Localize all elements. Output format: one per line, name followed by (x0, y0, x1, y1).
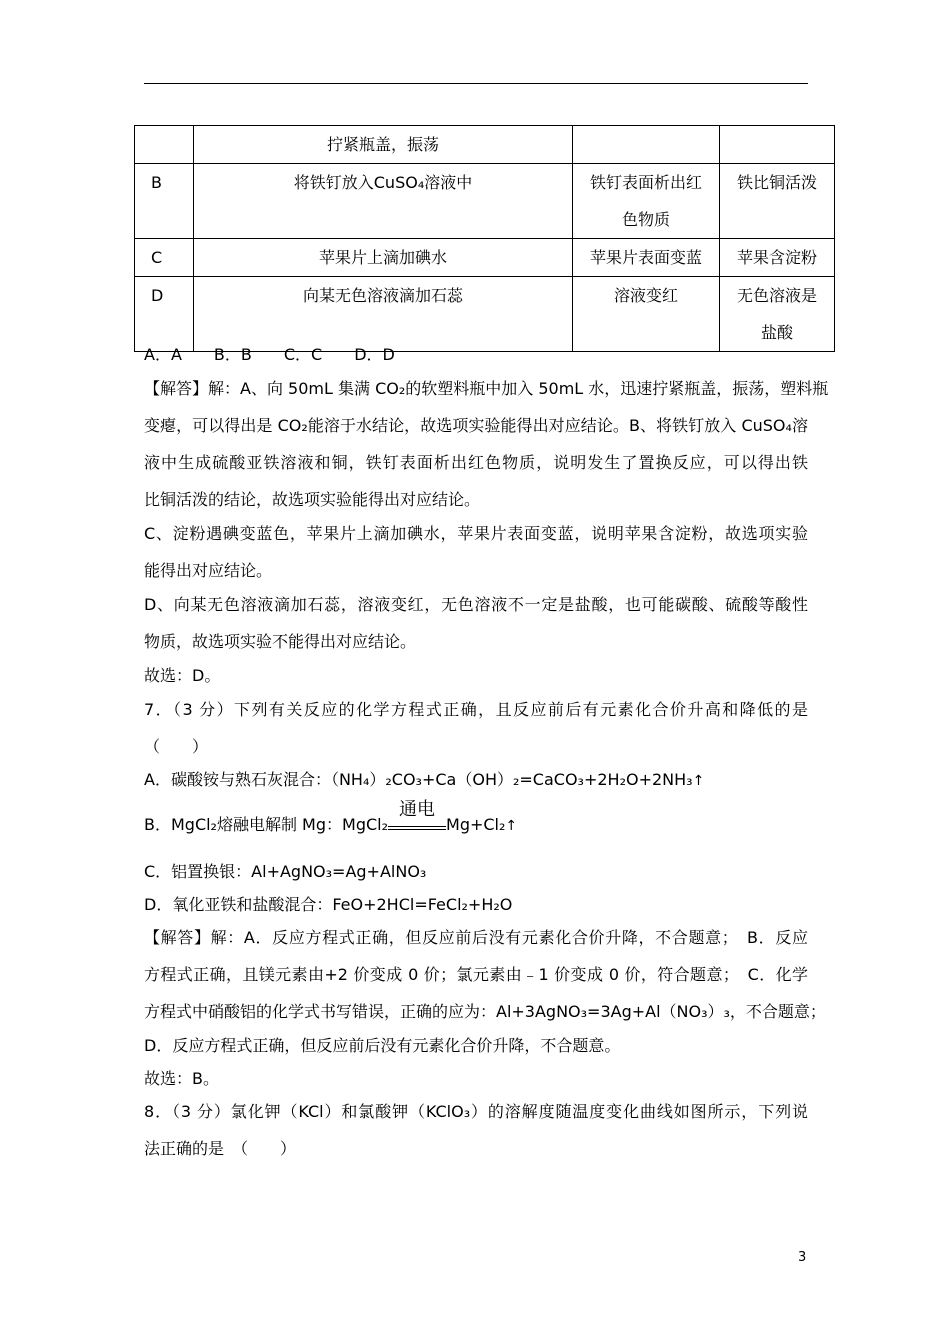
q6-answer-line: C、淀粉遇碘变蓝色，苹果片上滴加碘水，苹果片表面变蓝，说明苹果含淀粉，故选项实验 (144, 524, 808, 543)
q6-answer-line: 变瘪，可以得出是 CO₂能溶于水结论，故选项实验能得出对应结论。B、将铁钉放入 CuSO₄溶 (144, 416, 808, 435)
q7-option-c: C．铝置换银：Al+AgNO₃=Ag+AlNO₃ (144, 862, 427, 881)
q7-option-b-suffix: Mg+Cl₂ (446, 815, 506, 834)
row-label: C (135, 239, 194, 277)
conclusion-line: 盐酸 (760, 323, 793, 342)
operation-cell: 拧紧瓶盖，振荡 (194, 126, 573, 164)
electrolysis-condition (388, 799, 446, 830)
operation-cell: 苹果片上滴加碘水 (194, 239, 573, 277)
experiment-table (134, 125, 835, 352)
q7-option-b (144, 799, 518, 836)
header-rule (144, 83, 808, 84)
row-label (135, 126, 194, 164)
q7-option-b-prefix: B．MgCl₂熔融电解制 Mg：MgCl₂ (144, 815, 389, 834)
q6-answer-line: D、向某无色溶液滴加石蕊，溶液变红，无色溶液不一定是盐酸，也可能碳酸、硫酸等酸性 (144, 595, 808, 614)
q7-answer-line: 方程式中硝酸铝的化学式书写错误，正确的应为：Al+3AgNO₃=3Ag+Al（NO₃）₃，不合题意； (144, 1002, 826, 1021)
condition-label: 通电 (399, 799, 436, 820)
q6-options: A．A B．B C．C D．D (144, 345, 395, 364)
conclusion-cell: 铁比铜活泼 (720, 164, 835, 239)
phenomenon-cell: 苹果片表面变蓝 (573, 239, 720, 277)
up-arrow-icon: ↑ (505, 818, 518, 834)
table-row (135, 164, 835, 239)
row-label: D (135, 277, 194, 352)
phenomenon-line: 色物质 (621, 210, 670, 229)
conclusion-cell: 苹果含淀粉 (720, 239, 835, 277)
operation-cell: 向某无色溶液滴加石蕊 (194, 277, 573, 352)
up-arrow-icon: ↑ (692, 773, 705, 789)
q6-choice: 故选：D。 (144, 666, 221, 685)
conclusion-cell (720, 277, 835, 352)
phenomenon-cell (573, 126, 720, 164)
row-label: B (135, 164, 194, 239)
q7-answer-line: 方程式正确，且镁元素由+2 价变成 0 价；氯元素由﹣1 价变成 0 价，符合题意； C．化学 (144, 965, 808, 984)
q6-answer-line: 【解答】解：A、向 50mL 集满 CO₂的软塑料瓶中加入 50mL 水，迅速拧紧瓶盖，振荡，塑料瓶 (144, 379, 829, 398)
phenomenon-line: 铁钉表面析出红 (589, 173, 702, 192)
q7-option-a-prefix: A．碳酸铵与熟石灰混合： (144, 770, 331, 789)
operation-cell: 将铁钉放入CuSO₄溶液中 (194, 164, 573, 239)
q7-stem: 7．（3 分）下列有关反应的化学方程式正确，且反应前后有元素化合价升高和降低的是 (144, 700, 808, 719)
page-number: 3 (798, 1250, 807, 1265)
q7-stem-paren: （ ） (144, 737, 209, 756)
table-row (135, 277, 835, 352)
q7-answer-line: 【解答】解：A．反应方程式正确，但反应前后没有元素化合价升降，不合题意； B．反应 (144, 928, 808, 947)
table-row (135, 126, 835, 164)
conclusion-cell (720, 126, 835, 164)
phenomenon-cell: 溶液变红 (573, 277, 720, 352)
q7-choice: 故选：B。 (144, 1069, 219, 1088)
phenomenon-cell (573, 164, 720, 239)
q8-stem-line2: 法正确的是 （ ） (144, 1139, 297, 1158)
q7-option-d: D．氧化亚铁和盐酸混合：FeO+2HCl=FeCl₂+H₂O (144, 895, 513, 914)
table-row (135, 239, 835, 277)
q6-answer-line: 液中生成硫酸亚铁溶液和铜，铁钉表面析出红色物质，说明发生了置换反应，可以得出铁 (144, 453, 808, 472)
q7-answer-line: D．反应方程式正确，但反应前后没有元素化合价升降，不合题意。 (144, 1036, 621, 1055)
q7-option-a-equation: （NH₄）₂CO₃+Ca（OH）₂=CaCO₃+2H₂O+2NH₃ (330, 770, 693, 789)
double-equals-icon (388, 826, 446, 830)
q6-answer-line: 比铜活泼的结论，故选项实验能得出对应结论。 (144, 490, 481, 509)
q7-option-a (144, 770, 704, 791)
q6-answer-line: 物质，故选项实验不能得出对应结论。 (144, 632, 417, 651)
q8-stem: 8．（3 分）氯化钾（KCl）和氯酸钾（KClO₃）的溶解度随温度变化曲线如图所示，下列说 (144, 1102, 808, 1121)
conclusion-line: 无色溶液是 (736, 286, 817, 305)
q6-answer-line: 能得出对应结论。 (144, 561, 273, 580)
